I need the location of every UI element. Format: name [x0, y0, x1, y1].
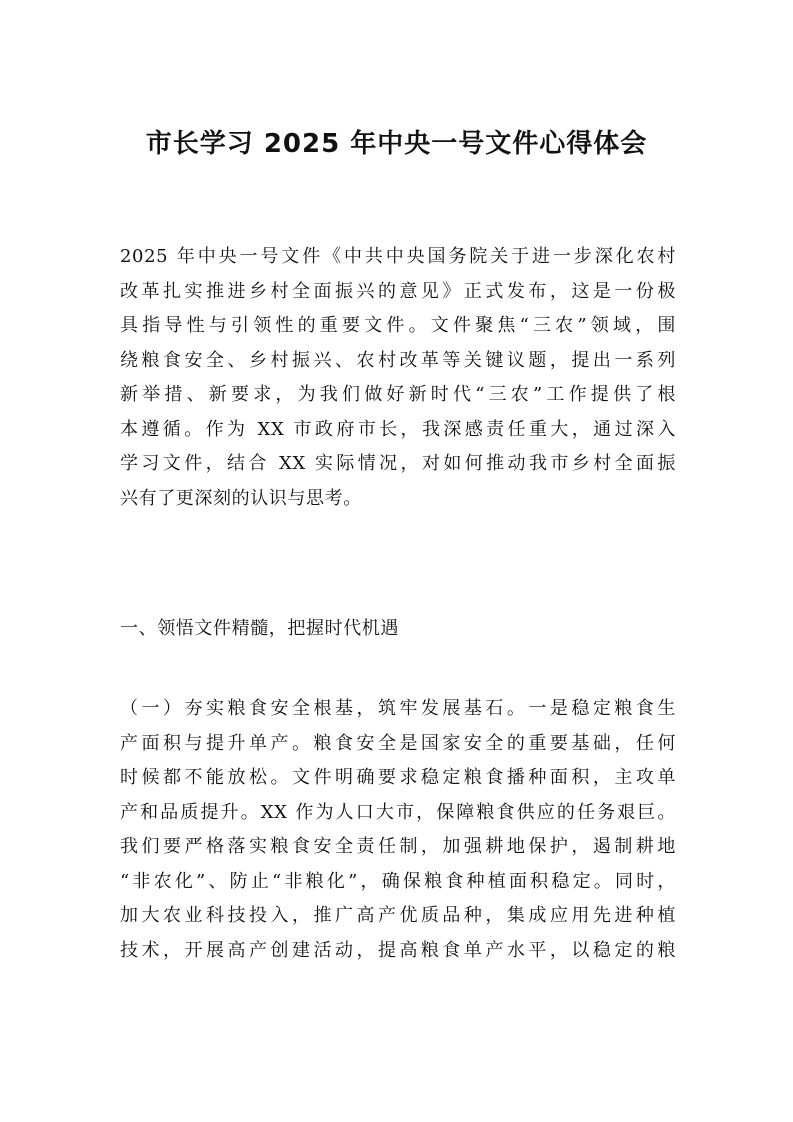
subsection-line: 产和品质提升。XX 作为人口大市，保障粮食供应的任务艰巨。	[120, 801, 676, 823]
intro-line: 兴有了更深刻的认识与思考。	[120, 487, 362, 509]
document-title: 市长学习 2025 年中央一号文件心得体会	[145, 129, 648, 159]
subsection-line: 加大农业科技投入，推广高产优质品种，集成应用先进种植	[120, 905, 676, 926]
subsection-line: 技术，开展高产创建活动，提高粮食单产水平，以稳定的粮	[120, 939, 676, 961]
intro-line: 具指导性与引领性的重要文件。文件聚焦“三农”领域，围	[120, 315, 676, 336]
subsection-line: 我们要严格落实粮食安全责任制，加强耕地保护，遏制耕地	[120, 836, 676, 857]
intro-line: 2025 年中央一号文件《中共中央国务院关于进一步深化农村	[120, 246, 676, 267]
section-heading: 一、领悟文件精髓，把握时代机遇	[120, 618, 399, 639]
intro-line: 绕粮食安全、乡村振兴、农村改革等关键议题，提出一系列	[120, 349, 676, 371]
intro-line: 新举措、新要求，为我们做好新时代“三农”工作提供了根	[120, 384, 676, 405]
subsection-line: “非农化”、防止“非粮化”，确保粮食种植面积稳定。同时，	[120, 870, 676, 892]
subsection-paragraph	[120, 692, 676, 968]
intro-line: 学习文件，结合 XX 实际情况，对如何推动我市乡村全面振	[120, 453, 676, 474]
subsection-line: 时候都不能放松。文件明确要求稳定粮食播种面积，主攻单	[120, 767, 676, 788]
intro-paragraph	[120, 240, 676, 516]
subsection-line: （一）夯实粮食安全根基，筑牢发展基石。一是稳定粮食生	[120, 698, 676, 719]
intro-line: 改革扎实推进乡村全面振兴的意见》正式发布，这是一份极	[120, 280, 676, 302]
intro-line: 本遵循。作为 XX 市政府市长，我深感责任重大，通过深入	[120, 418, 676, 440]
subsection-line: 产面积与提升单产。粮食安全是国家安全的重要基础，任何	[120, 732, 676, 754]
